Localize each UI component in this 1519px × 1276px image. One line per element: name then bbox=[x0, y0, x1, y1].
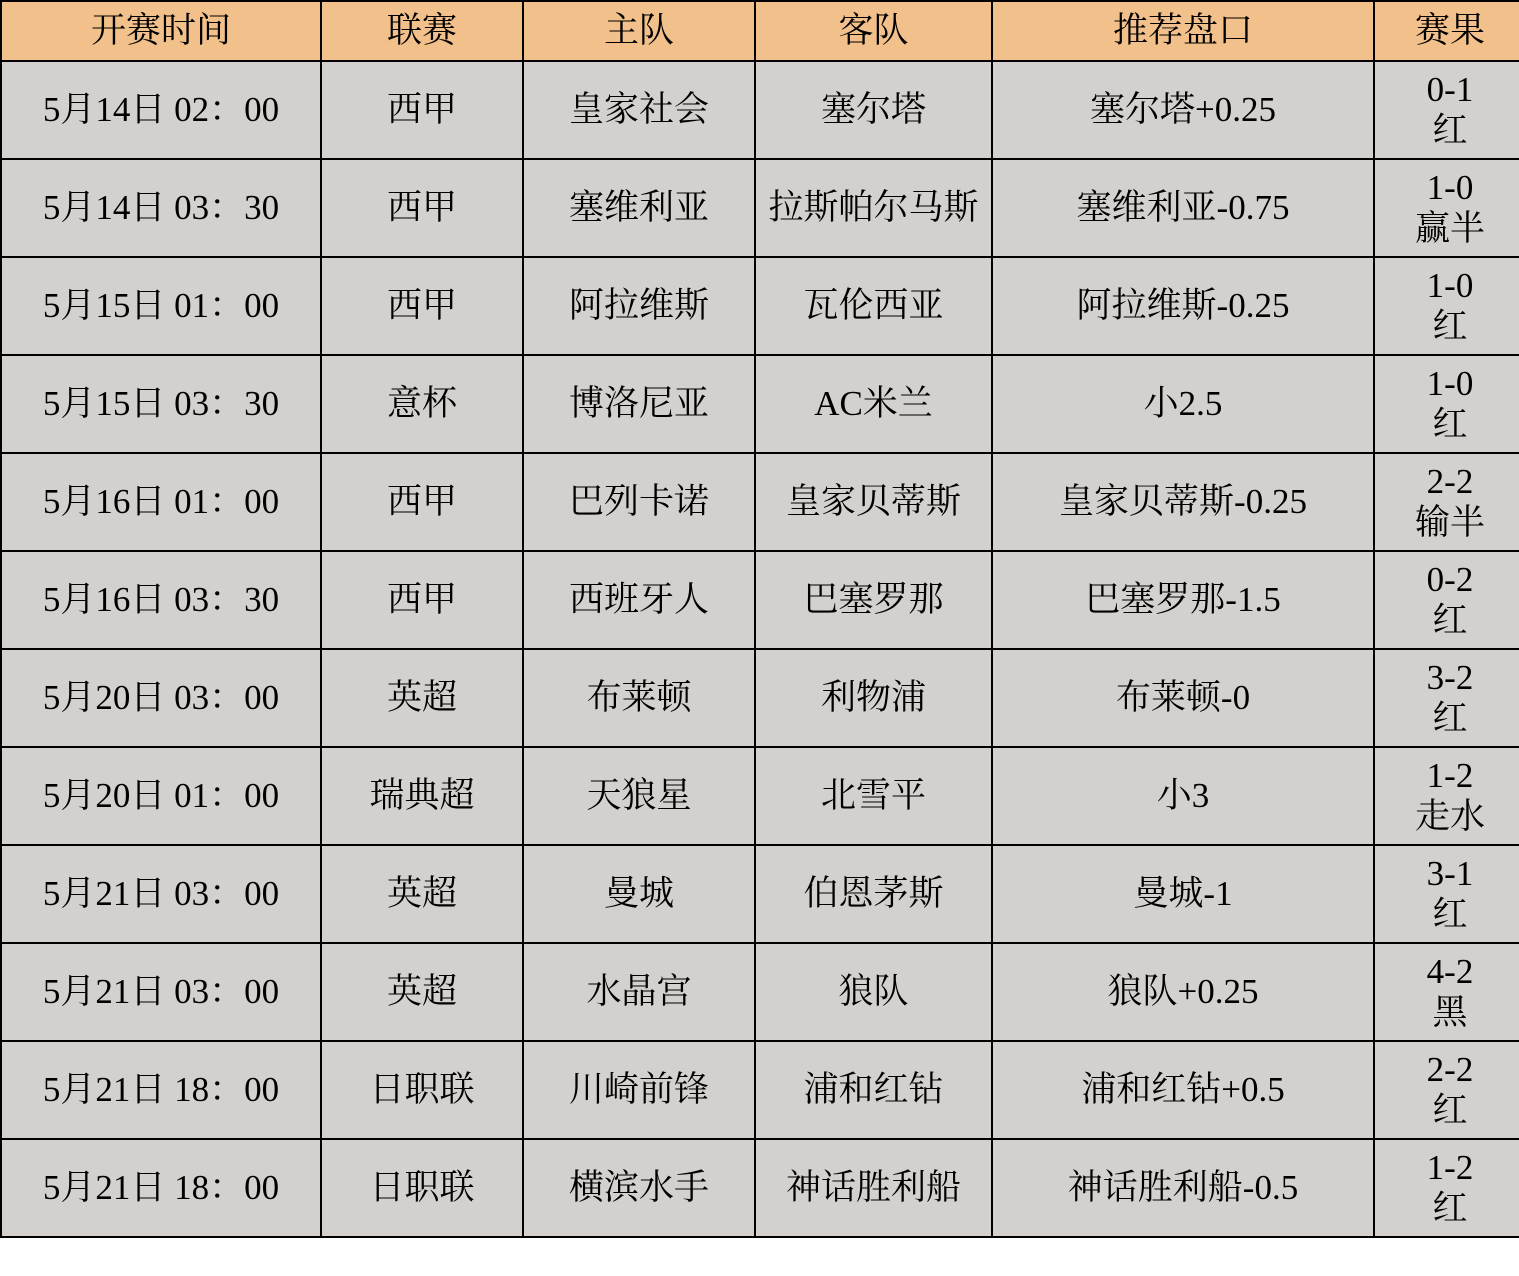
cell-result bbox=[1374, 453, 1519, 551]
result-score: 4-2 bbox=[1426, 951, 1474, 991]
cell-match-time: 5月15日 01：00 bbox=[1, 257, 321, 355]
cell-match-time: 5月15日 03：30 bbox=[1, 355, 321, 453]
cell-away-team: 塞尔塔 bbox=[755, 61, 992, 159]
cell-result bbox=[1374, 257, 1519, 355]
result-score: 1-0 bbox=[1426, 167, 1474, 207]
cell-match-time: 5月21日 18：00 bbox=[1, 1041, 321, 1139]
cell-match-time: 5月21日 03：00 bbox=[1, 943, 321, 1041]
table-row bbox=[1, 943, 1519, 1041]
column-header-recommended-handicap: 推荐盘口 bbox=[992, 1, 1374, 61]
cell-recommended-handicap: 浦和红钻+0.5 bbox=[992, 1041, 1374, 1139]
cell-home-team: 布莱顿 bbox=[523, 649, 755, 747]
cell-match-time: 5月16日 01：00 bbox=[1, 453, 321, 551]
cell-home-team: 皇家社会 bbox=[523, 61, 755, 159]
result-score: 1-0 bbox=[1426, 265, 1474, 305]
cell-home-team: 博洛尼亚 bbox=[523, 355, 755, 453]
result-verdict: 走水 bbox=[1414, 797, 1485, 836]
cell-recommended-handicap: 曼城-1 bbox=[992, 845, 1374, 943]
cell-result bbox=[1374, 1041, 1519, 1139]
result-score: 1-2 bbox=[1426, 755, 1474, 795]
cell-result bbox=[1374, 551, 1519, 649]
result-verdict: 红 bbox=[1432, 405, 1468, 444]
result-score: 1-0 bbox=[1426, 363, 1474, 403]
cell-away-team: 瓦伦西亚 bbox=[755, 257, 992, 355]
table-row bbox=[1, 747, 1519, 845]
result-verdict: 红 bbox=[1432, 1091, 1468, 1130]
result-score: 0-1 bbox=[1426, 69, 1474, 109]
cell-result bbox=[1374, 61, 1519, 159]
cell-recommended-handicap: 塞维利亚-0.75 bbox=[992, 159, 1374, 257]
table-row bbox=[1, 257, 1519, 355]
cell-recommended-handicap: 布莱顿-0 bbox=[992, 649, 1374, 747]
result-verdict: 红 bbox=[1432, 699, 1468, 738]
cell-recommended-handicap: 小3 bbox=[992, 747, 1374, 845]
column-header-home-team: 主队 bbox=[523, 1, 755, 61]
cell-home-team: 横滨水手 bbox=[523, 1139, 755, 1237]
cell-recommended-handicap: 塞尔塔+0.25 bbox=[992, 61, 1374, 159]
cell-league: 意杯 bbox=[321, 355, 523, 453]
cell-result bbox=[1374, 1139, 1519, 1237]
table-row bbox=[1, 159, 1519, 257]
column-header-time: 开赛时间 bbox=[1, 1, 321, 61]
cell-home-team: 西班牙人 bbox=[523, 551, 755, 649]
cell-away-team: 皇家贝蒂斯 bbox=[755, 453, 992, 551]
column-header-away-team: 客队 bbox=[755, 1, 992, 61]
cell-home-team: 川崎前锋 bbox=[523, 1041, 755, 1139]
result-verdict: 输半 bbox=[1414, 503, 1485, 542]
cell-recommended-handicap: 神话胜利船-0.5 bbox=[992, 1139, 1374, 1237]
cell-away-team: 浦和红钻 bbox=[755, 1041, 992, 1139]
cell-league: 日职联 bbox=[321, 1139, 523, 1237]
result-verdict: 红 bbox=[1432, 601, 1468, 640]
cell-result bbox=[1374, 649, 1519, 747]
table-row bbox=[1, 61, 1519, 159]
result-verdict: 黑 bbox=[1432, 993, 1468, 1032]
column-header-league: 联赛 bbox=[321, 1, 523, 61]
cell-recommended-handicap: 阿拉维斯-0.25 bbox=[992, 257, 1374, 355]
result-score: 0-2 bbox=[1426, 559, 1474, 599]
result-score: 2-2 bbox=[1426, 1049, 1474, 1089]
cell-away-team: 狼队 bbox=[755, 943, 992, 1041]
cell-home-team: 阿拉维斯 bbox=[523, 257, 755, 355]
cell-result bbox=[1374, 747, 1519, 845]
cell-match-time: 5月14日 03：30 bbox=[1, 159, 321, 257]
cell-league: 西甲 bbox=[321, 159, 523, 257]
cell-result bbox=[1374, 845, 1519, 943]
cell-match-time: 5月21日 18：00 bbox=[1, 1139, 321, 1237]
result-score: 1-2 bbox=[1426, 1147, 1474, 1187]
table-row bbox=[1, 453, 1519, 551]
table-body bbox=[1, 61, 1519, 1237]
cell-match-time: 5月16日 03：30 bbox=[1, 551, 321, 649]
result-verdict: 红 bbox=[1432, 111, 1468, 150]
cell-league: 日职联 bbox=[321, 1041, 523, 1139]
cell-match-time: 5月21日 03：00 bbox=[1, 845, 321, 943]
table-header bbox=[1, 1, 1519, 61]
cell-match-time: 5月14日 02：00 bbox=[1, 61, 321, 159]
cell-away-team: 利物浦 bbox=[755, 649, 992, 747]
cell-recommended-handicap: 狼队+0.25 bbox=[992, 943, 1374, 1041]
cell-result bbox=[1374, 355, 1519, 453]
cell-recommended-handicap: 皇家贝蒂斯-0.25 bbox=[992, 453, 1374, 551]
result-score: 3-1 bbox=[1426, 853, 1474, 893]
cell-league: 西甲 bbox=[321, 551, 523, 649]
cell-league: 英超 bbox=[321, 649, 523, 747]
cell-match-time: 5月20日 01：00 bbox=[1, 747, 321, 845]
cell-away-team: 北雪平 bbox=[755, 747, 992, 845]
result-verdict: 赢半 bbox=[1414, 209, 1485, 248]
cell-league: 英超 bbox=[321, 943, 523, 1041]
result-verdict: 红 bbox=[1432, 895, 1468, 934]
cell-home-team: 水晶宫 bbox=[523, 943, 755, 1041]
result-verdict: 红 bbox=[1432, 307, 1468, 346]
cell-league: 英超 bbox=[321, 845, 523, 943]
cell-away-team: AC米兰 bbox=[755, 355, 992, 453]
cell-away-team: 拉斯帕尔马斯 bbox=[755, 159, 992, 257]
cell-recommended-handicap: 巴塞罗那-1.5 bbox=[992, 551, 1374, 649]
result-score: 2-2 bbox=[1426, 461, 1474, 501]
table-row bbox=[1, 1139, 1519, 1237]
cell-league: 西甲 bbox=[321, 453, 523, 551]
result-score: 3-2 bbox=[1426, 657, 1474, 697]
cell-league: 瑞典超 bbox=[321, 747, 523, 845]
cell-league: 西甲 bbox=[321, 257, 523, 355]
cell-home-team: 巴列卡诺 bbox=[523, 453, 755, 551]
cell-home-team: 塞维利亚 bbox=[523, 159, 755, 257]
cell-away-team: 神话胜利船 bbox=[755, 1139, 992, 1237]
cell-away-team: 巴塞罗那 bbox=[755, 551, 992, 649]
table-row bbox=[1, 845, 1519, 943]
cell-home-team: 天狼星 bbox=[523, 747, 755, 845]
cell-match-time: 5月20日 03：00 bbox=[1, 649, 321, 747]
cell-home-team: 曼城 bbox=[523, 845, 755, 943]
column-header-result: 赛果 bbox=[1374, 1, 1519, 61]
cell-result bbox=[1374, 159, 1519, 257]
table-row bbox=[1, 551, 1519, 649]
table-row bbox=[1, 355, 1519, 453]
cell-result bbox=[1374, 943, 1519, 1041]
table-row bbox=[1, 1041, 1519, 1139]
cell-recommended-handicap: 小2.5 bbox=[992, 355, 1374, 453]
cell-away-team: 伯恩茅斯 bbox=[755, 845, 992, 943]
table-row bbox=[1, 649, 1519, 747]
result-verdict: 红 bbox=[1432, 1189, 1468, 1228]
table-header-row bbox=[1, 1, 1519, 61]
cell-league: 西甲 bbox=[321, 61, 523, 159]
